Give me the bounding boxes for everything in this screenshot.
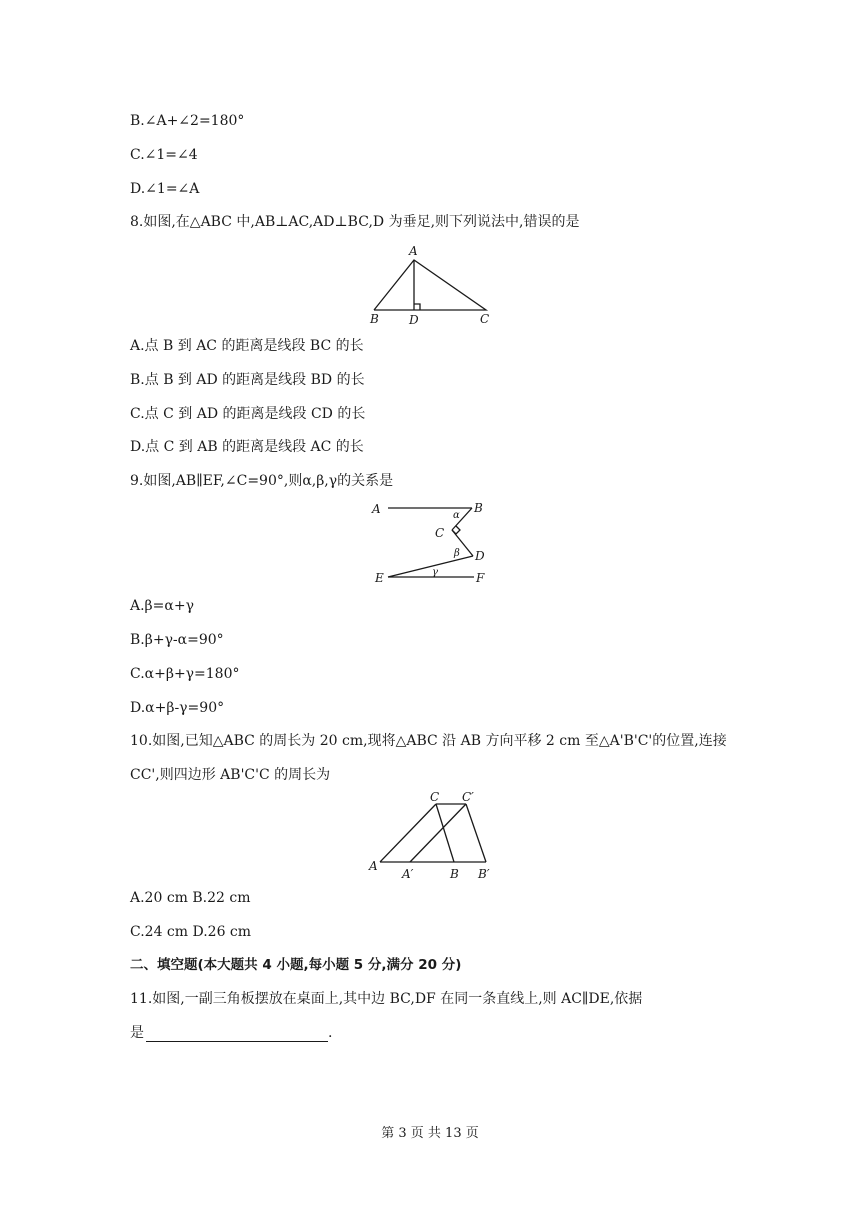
- q9-label-beta: β: [454, 548, 460, 559]
- q9-label-b: B: [474, 501, 483, 515]
- q9-label-a: A: [372, 502, 381, 516]
- q9-option-d: D.α+β-γ=90°: [130, 700, 225, 716]
- q7-option-c: C.∠1=∠4: [130, 147, 198, 163]
- q8-label-c: C: [480, 312, 490, 326]
- q8-triangle-figure: [360, 240, 500, 328]
- q8-option-c: C.点 C 到 AD 的距离是线段 CD 的长: [130, 406, 366, 422]
- q8-option-b: B.点 B 到 AD 的距离是线段 BD 的长: [130, 372, 365, 388]
- q10-label-b1: B′: [478, 867, 490, 881]
- q8-label-a: A: [409, 244, 418, 258]
- q10-stem-line2: CC',则四边形 AB'C'C 的周长为: [130, 767, 331, 783]
- q10-label-b: B: [450, 867, 459, 881]
- q8-stem: 8.如图,在△ABC 中,AB⊥AC,AD⊥BC,D 为垂足,则下列说法中,错误的是: [130, 214, 580, 230]
- q8-right-angle-mark: [414, 304, 420, 310]
- q11-line2-suffix: .: [328, 1025, 333, 1041]
- q9-label-e: E: [375, 571, 384, 585]
- q10-label-c: C: [430, 790, 440, 804]
- q9-option-b: B.β+γ-α=90°: [130, 632, 224, 648]
- q10-label-a: A: [369, 859, 378, 873]
- q10-label-c1: C′: [462, 790, 474, 804]
- q10-segment-a1c1: [410, 804, 466, 862]
- q7-option-b: B.∠A+∠2=180°: [130, 113, 245, 129]
- q8-option-d: D.点 C 到 AB 的距离是线段 AC 的长: [130, 439, 364, 455]
- q9-label-d: D: [475, 549, 485, 563]
- q10-stem-line1: 10.如图,已知△ABC 的周长为 20 cm,现将△ABC 沿 AB 方向平移 2 cm 至△A'B'C'的位置,连接: [130, 733, 727, 749]
- section2-heading: 二、填空题(本大题共 4 小题,每小题 5 分,满分 20 分): [130, 957, 462, 973]
- q11-answer-blank[interactable]: [146, 1040, 328, 1042]
- page-footer: 第 3 页 共 13 页: [381, 1126, 479, 1141]
- q11-line2-prefix: 是: [130, 1025, 144, 1041]
- q9-segment-de: [388, 556, 473, 577]
- q8-option-a: A.点 B 到 AC 的距离是线段 BC 的长: [130, 338, 364, 354]
- q10-segment-c1b1: [466, 804, 486, 862]
- q9-label-gamma: γ: [432, 567, 438, 578]
- q9-right-angle-mark: [452, 526, 460, 534]
- q9-label-c: C: [435, 526, 445, 540]
- q10-options-line1: A.20 cm B.22 cm: [130, 890, 251, 906]
- q9-option-c: C.α+β+γ=180°: [130, 666, 240, 682]
- q10-label-a1: A′: [402, 867, 414, 881]
- q10-segment-ac: [380, 804, 436, 862]
- q9-parallel-lines-figure: [370, 496, 495, 588]
- q8-label-b: B: [370, 312, 379, 326]
- q10-options-line2: C.24 cm D.26 cm: [130, 924, 252, 940]
- q9-option-a: A.β=α+γ: [130, 598, 194, 614]
- q9-stem: 9.如图,AB∥EF,∠C=90°,则α,β,γ的关系是: [130, 473, 394, 489]
- q8-triangle-abc: [374, 260, 486, 310]
- q11-line1: 11.如图,一副三角板摆放在桌面上,其中边 BC,DF 在同一条直线上,则 AC∥DE,依据: [130, 991, 643, 1007]
- q7-option-d: D.∠1=∠A: [130, 181, 200, 197]
- q9-label-f: F: [476, 571, 485, 585]
- q9-label-alpha: α: [453, 510, 460, 521]
- q10-translation-figure: [364, 790, 504, 882]
- q8-label-d: D: [409, 313, 419, 327]
